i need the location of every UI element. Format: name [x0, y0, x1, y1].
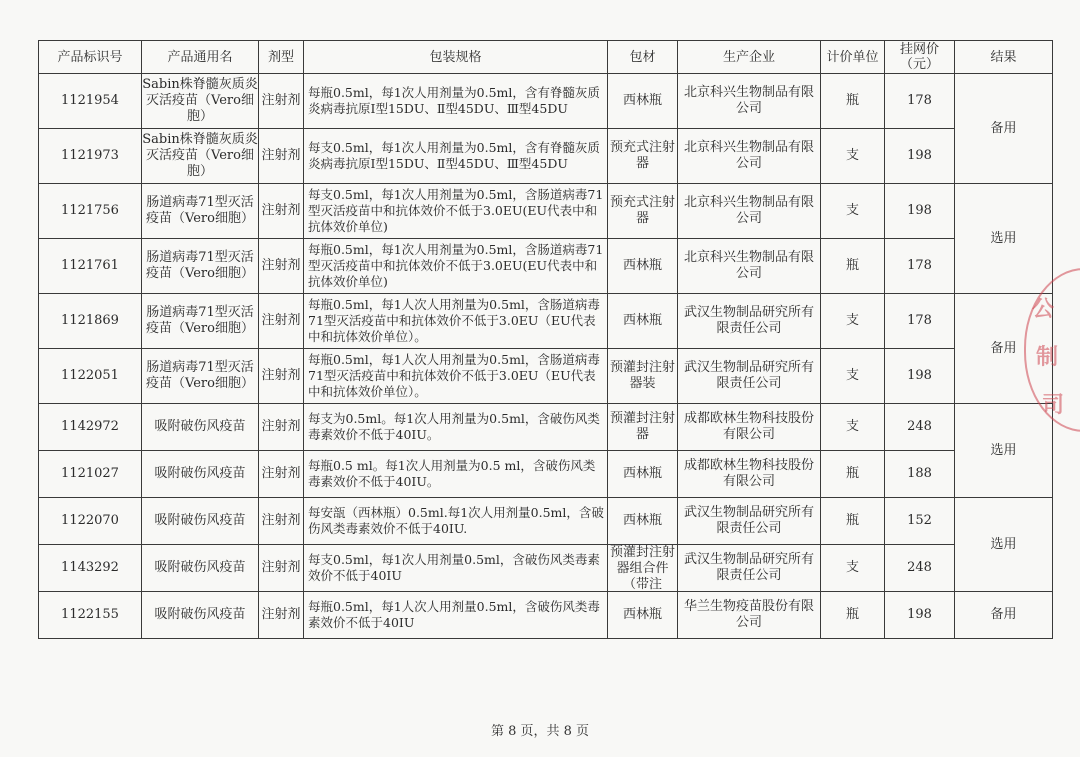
cell-price-unit: 支 [821, 129, 885, 184]
page-number: 第 8 页，共 8 页 [490, 724, 590, 739]
cell-dosage-form: 注射剂 [259, 349, 304, 404]
cell-package-spec [304, 294, 608, 349]
cell-manufacturer: 成都欧林生物科技股份有限公司 [678, 451, 821, 498]
cell-product-id: 1121869 [39, 294, 142, 349]
cell-result: 备用 [955, 592, 1053, 639]
cell-package-spec [304, 592, 608, 639]
cell-packaging-material: 预灌封注射器装 [608, 349, 678, 404]
stamp-char: 司 [1042, 392, 1065, 418]
cell-listed-price: 188 [885, 451, 955, 498]
table-row [39, 184, 1053, 239]
cell-packaging-material [608, 545, 678, 592]
cell-manufacturer: 北京科兴生物制品有限公司 [678, 74, 821, 129]
cell-listed-price: 178 [885, 239, 955, 294]
cell-package-spec [304, 498, 608, 545]
cell-packaging-material: 预灌封注射器 [608, 404, 678, 451]
price-header-line2: （元） [899, 57, 939, 72]
cell-product-id: 1121761 [39, 239, 142, 294]
cell-listed-price: 178 [885, 74, 955, 129]
table-row [39, 592, 1053, 639]
cell-price-unit: 瓶 [821, 239, 885, 294]
cell-package-spec [304, 404, 608, 451]
spec-text: 每支0.5ml，每1次人用剂量为0.5ml，含肠道病毒71型灭活疫苗中和抗体效价不低于3.0EU(EU代表中和抗体效价单位) [308, 187, 604, 234]
stamp-char: 制 [1036, 344, 1059, 370]
cell-product-id: 1122155 [39, 592, 142, 639]
cell-product-name: 肠道病毒71型灭活疫苗（Vero细胞） [142, 184, 259, 239]
col-header-unit: 计价单位 [821, 41, 885, 74]
cell-price-unit: 支 [821, 294, 885, 349]
cell-package-spec [304, 184, 608, 239]
cell-result: 备用 [955, 74, 1053, 184]
table-row [39, 294, 1053, 349]
table-row [39, 451, 1053, 498]
cell-dosage-form: 注射剂 [259, 294, 304, 349]
cell-price-unit: 支 [821, 349, 885, 404]
cell-listed-price: 198 [885, 129, 955, 184]
cell-product-name: 吸附破伤风疫苗 [142, 545, 259, 592]
cell-packaging-material: 西林瓶 [608, 239, 678, 294]
cell-manufacturer: 武汉生物制品研究所有限责任公司 [678, 294, 821, 349]
cell-listed-price: 248 [885, 404, 955, 451]
material-text: 预灌封注射器组合件（带注 [609, 545, 675, 591]
cell-price-unit: 支 [821, 184, 885, 239]
cell-product-name: 吸附破伤风疫苗 [142, 404, 259, 451]
cell-price-unit: 支 [821, 404, 885, 451]
stamp-char: 公 [1032, 296, 1055, 322]
cell-package-spec [304, 74, 608, 129]
col-header-company: 生产企业 [678, 41, 821, 74]
cell-manufacturer: 北京科兴生物制品有限公司 [678, 239, 821, 294]
cell-product-id: 1122051 [39, 349, 142, 404]
table-row [39, 129, 1053, 184]
cell-result: 选用 [955, 404, 1053, 498]
cell-product-name: 肠道病毒71型灭活疫苗（Vero细胞） [142, 294, 259, 349]
price-header-line1: 挂网价 [899, 42, 939, 57]
cell-listed-price: 248 [885, 545, 955, 592]
cell-product-id: 1121954 [39, 74, 142, 129]
col-header-material: 包材 [608, 41, 678, 74]
cell-manufacturer: 武汉生物制品研究所有限责任公司 [678, 349, 821, 404]
cell-packaging-material: 西林瓶 [608, 451, 678, 498]
cell-product-name: 吸附破伤风疫苗 [142, 498, 259, 545]
cell-packaging-material: 西林瓶 [608, 592, 678, 639]
cell-listed-price: 198 [885, 592, 955, 639]
cell-manufacturer: 武汉生物制品研究所有限责任公司 [678, 498, 821, 545]
spec-text: 每支0.5ml，每1次人用剂量0.5ml，含破伤风类毒素效价不低于40IU [308, 552, 600, 583]
cell-dosage-form: 注射剂 [259, 239, 304, 294]
spec-text: 每瓶0.5 ml。每1次人用剂量为0.5 ml，含破伤风类毒素效价不低于40IU。 [308, 458, 596, 489]
col-header-id: 产品标识号 [39, 41, 142, 74]
cell-package-spec [304, 451, 608, 498]
cell-result: 选用 [955, 498, 1053, 592]
cell-dosage-form: 注射剂 [259, 74, 304, 129]
col-header-name: 产品通用名 [142, 41, 259, 74]
spec-text: 每瓶0.5ml，每1人次人用剂量0.5ml，含破伤风类毒素效价不低于40IU [308, 599, 600, 630]
cell-listed-price: 178 [885, 294, 955, 349]
cell-packaging-material: 西林瓶 [608, 74, 678, 129]
cell-product-id: 1121756 [39, 184, 142, 239]
cell-packaging-material: 西林瓶 [608, 498, 678, 545]
cell-dosage-form: 注射剂 [259, 451, 304, 498]
cell-result: 备用 [955, 294, 1053, 404]
cell-manufacturer: 北京科兴生物制品有限公司 [678, 184, 821, 239]
cell-dosage-form: 注射剂 [259, 545, 304, 592]
header-row [39, 41, 1053, 74]
cell-manufacturer: 北京科兴生物制品有限公司 [678, 129, 821, 184]
cell-dosage-form: 注射剂 [259, 404, 304, 451]
table-row [39, 545, 1053, 592]
vaccine-price-table [38, 40, 1053, 639]
col-header-result: 结果 [955, 41, 1053, 74]
cell-dosage-form: 注射剂 [259, 184, 304, 239]
spec-text: 每支0.5ml，每1次人用剂量为0.5ml，含有脊髓灰质炎病毒抗原Ⅰ型15DU、Ⅱ型45DU、Ⅲ型45DU [308, 140, 600, 171]
table-row [39, 74, 1053, 129]
cell-dosage-form: 注射剂 [259, 129, 304, 184]
cell-price-unit: 支 [821, 545, 885, 592]
cell-packaging-material: 预充式注射器 [608, 184, 678, 239]
spec-text: 每瓶0.5ml，每1次人用剂量为0.5ml，含肠道病毒71型灭活疫苗中和抗体效价不低于3.0EU(EU代表中和抗体效价单位) [308, 242, 604, 289]
cell-product-id: 1122070 [39, 498, 142, 545]
cell-price-unit: 瓶 [821, 498, 885, 545]
table-row [39, 239, 1053, 294]
col-header-spec: 包装规格 [304, 41, 608, 74]
cell-product-id: 1143292 [39, 545, 142, 592]
cell-packaging-material: 西林瓶 [608, 294, 678, 349]
cell-manufacturer: 华兰生物疫苗股份有限公司 [678, 592, 821, 639]
spec-text: 每瓶0.5ml，每1人次人用剂量为0.5ml，含肠道病毒71型灭活疫苗中和抗体效价不低于3.0EU（EU代表中和抗体效价单位）。 [308, 352, 600, 399]
cell-listed-price: 198 [885, 184, 955, 239]
cell-result: 选用 [955, 184, 1053, 294]
spec-text: 每支为0.5ml。每1次人用剂量为0.5ml，含破伤风类毒素效价不低于40IU。 [308, 411, 600, 442]
cell-product-id: 1121973 [39, 129, 142, 184]
cell-dosage-form: 注射剂 [259, 498, 304, 545]
cell-manufacturer: 成都欧林生物科技股份有限公司 [678, 404, 821, 451]
col-header-form: 剂型 [259, 41, 304, 74]
cell-packaging-material: 预充式注射器 [608, 129, 678, 184]
cell-price-unit: 瓶 [821, 74, 885, 129]
cell-price-unit: 瓶 [821, 592, 885, 639]
cell-dosage-form: 注射剂 [259, 592, 304, 639]
cell-package-spec [304, 239, 608, 294]
spec-text: 每瓶0.5ml，每1次人用剂量为0.5ml，含有脊髓灰质炎病毒抗原Ⅰ型15DU、Ⅱ型45DU、Ⅲ型45DU [308, 85, 600, 116]
cell-package-spec [304, 129, 608, 184]
cell-product-name: 吸附破伤风疫苗 [142, 451, 259, 498]
spec-text: 每瓶0.5ml，每1人次人用剂量为0.5ml，含肠道病毒71型灭活疫苗中和抗体效价不低于3.0EU（EU代表中和抗体效价单位）。 [308, 297, 600, 344]
cell-package-spec [304, 349, 608, 404]
table-row [39, 349, 1053, 404]
cell-package-spec [304, 545, 608, 592]
cell-product-name: Sabin株脊髓灰质炎灭活疫苗（Vero细胞） [142, 74, 259, 129]
table-row [39, 498, 1053, 545]
cell-product-name: 肠道病毒71型灭活疫苗（Vero细胞） [142, 239, 259, 294]
cell-product-name: 吸附破伤风疫苗 [142, 592, 259, 639]
cell-product-id: 1142972 [39, 404, 142, 451]
cell-manufacturer: 武汉生物制品研究所有限责任公司 [678, 545, 821, 592]
col-header-price [885, 41, 955, 74]
cell-product-id: 1121027 [39, 451, 142, 498]
spec-text: 每安瓿（西林瓶）0.5ml.每1次人用剂量0.5ml，含破伤风类毒素效价不低于40IU. [308, 505, 604, 536]
cell-listed-price: 198 [885, 349, 955, 404]
cell-product-name: 肠道病毒71型灭活疫苗（Vero细胞） [142, 349, 259, 404]
cell-product-name: Sabin株脊髓灰质炎灭活疫苗（Vero细胞） [142, 129, 259, 184]
cell-price-unit: 瓶 [821, 451, 885, 498]
cell-listed-price: 152 [885, 498, 955, 545]
table-row [39, 404, 1053, 451]
